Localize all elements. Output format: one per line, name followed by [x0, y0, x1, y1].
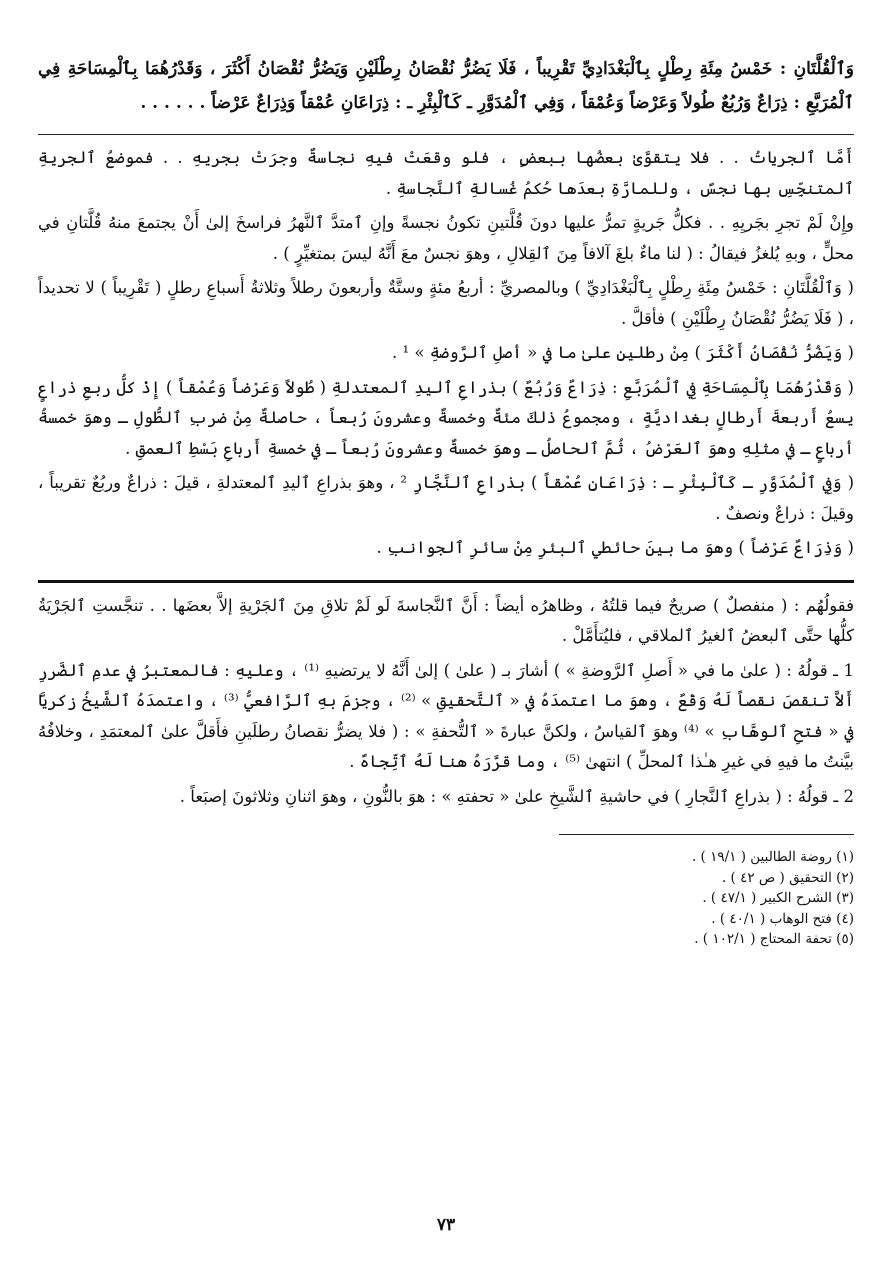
sharh-paragraph: ( وَيَضُرُّ نُقْصَانُ أَكْثَرَ ) مِنْ رطلينِ علىٰ ما في « أصلِ ٱلرَّوضةِ » ¹ . — [392, 343, 854, 362]
sharh-paragraph: ( وَذِرَاعٌ عَرْضاً ) وهوَ ما بينَ حائطي ٱلبئرِ مِنْ سائرِ ٱلجوانبِ . — [376, 538, 854, 557]
matn-text — [38, 52, 854, 120]
hashiya-separator — [38, 580, 854, 583]
sharh-paragraph: ( وَفِي ٱلْمُدَوَّرِ ـ كَٱلْبِئْرِ ـ : ذِرَاعَانِ عُمْقاً ) بذراعِ ٱلنَّجَّارِ ² ، وهوَ بذراعِ ٱليدِ ٱلمعتدلةِ ، قيلَ : ذراعٌ وربُعٌ تقريباً ، وقيلَ : ذراعٌ ونصفٌ . — [38, 473, 855, 523]
footnote-separator — [559, 834, 854, 835]
hashiya-paragraph: 2 ـ قولُهُ : ( بذراعِ ٱلنَّجارِ ) في حاشيةِ ٱلشَّيخِ علىٰ « تحفتهِ » : هوَ بالنُّونِ ، وهوَ اثنانِ وثلاثونَ إصبَعاً . — [179, 786, 854, 806]
footnotes — [38, 847, 854, 950]
sharh-paragraph: وإِنْ لَمْ تجرِ بجَريِهِ . . فكلُّ جَريةٍ تمرُّ عليها دونَ قُلَّتينِ تكونُ نجسةً وإنِ ٱمتدَّ ٱلنَّهرُ فراسخَ إلىٰ أَنْ يجتمعَ منهُ قُلَّتانِ في محلٍّ ، وبهِ يُلغزُ فيقالُ : ( لنا ماءٌ بلغَ آلافاً مِنَ ٱلقِلالِ ، وهوَ نجسٌ معَ أَنَّهُ ليسَ بمتغيِّرٍ ) . — [38, 213, 854, 263]
matn-paragraph: وَٱلْقُلَّتَانِ : خَمْسُ مِئَةِ رِطْلٍ بِٱلْبَغْدَادِيِّ تَقْرِيباً ، فَلَا يَضُرُّ نُقْصَانُ رِطْلَيْنِ وَيَضُرُّ نُقْصَانُ أَكْثَرَ ، وَقَدْرُهُمَا بِٱلْمِسَاحَةِ فِي ٱلْمُرَبَّعِ : ذِرَاعٌ وَرُبُعٌ طُولاً وَعَرْضاً وَعُمْقاً ، وَفِي ٱلْمُدَوَّرِ ـ كَٱلْبِئْرِ ـ : ذِرَاعَانِ عُمْقاً وَذِرَاعٌ عَرْضاً . . . . . . — [38, 59, 854, 113]
footnote-item: (٣) الشرح الكبير ( ٤٧/١ ) . — [702, 890, 854, 906]
footnote-item: (٤) فتح الوهاب ( ٤٠/١ ) . — [711, 910, 854, 927]
footnote-item: (٢) التحقيق ( ص ٤٢ ) . — [721, 869, 854, 886]
hashiya-paragraph: 1 ـ قولُهُ : ( علىٰ ما في « أَصلِ ٱلرَّوضةِ » ) أشارَ بـ ( علىٰ ) إلىٰ أَنَّهُ لا يرتضيهِ ⁽¹⁾ ، وعليهِ : فالمعتبرُ في عدمِ ٱلضَّررِ أَلاَّ تنقصَ نقصاً لَهُ وَقْعٌ ، وهوَ ما اعتمدَهُ في « ٱلتَّحقيقِ » ⁽²⁾ ، وجزمَ بهِ ٱلرَّافعيُّ ⁽³⁾ ، واعتمدَهُ ٱلشَّيخُ زكريَّا في « فتحِ ٱلوهَّابِ » ⁽⁴⁾ وهوَ ٱلقياسُ ، ولكنَّ عبارةَ « ٱلتُّحفةِ » : ( فلا يضرُّ نقصانُ رطلَينِ فأَقلَّ علىٰ ٱلمعتمَدِ ، وخلافُهُ بيَّنتُ ما فيهِ في غيرِ هـٰذا ٱلمحلِّ ) انتهىٰ ⁽⁵⁾ ، وما قرَّرَهُ هنا لَهُ ٱتِّجاهٌ . — [38, 660, 854, 771]
sharh-text — [38, 143, 854, 564]
page-body — [38, 52, 854, 950]
sharh-paragraph: ( وَقَدْرُهُمَا بِٱلْمِسَاحَةِ فِي ٱلْمُرَبَّعِ : ذِرَاعٌ وَرُبُعٌ ) بذراعِ ٱليدِ ٱلمعتدلةِ ( طُولاً وَعَرْضاً وَعُمْقاً ) إِذْ كلُّ ربعِ ذراعٍ يسعُ أَربعةَ أَرطالٍ بغداديَّةٍ ، ومجموعُ ذلكَ مئةٌ وخمسةٌ وعشرونَ رُبعاً ، حاصلةٌ مِنْ ضربِ ٱلطُّولِ ـ وهوَ خمسةُ أرباعٍ ـ في مثلِهِ وهوَ ٱلعَرْضُ ، ثُمَّ ٱلحاصلُ ـ وهوَ خمسةٌ وعشرونَ رُبعاً ـ في خمسةِ أَرباعِ بَسْطِ ٱلعمقِ . — [38, 377, 854, 458]
page-number: ٧٣ — [436, 1215, 456, 1235]
footnote-item: (٥) تحفة المحتاج ( ١٠٢/١ ) . — [694, 931, 854, 947]
sharh-paragraph: أَمَّا ٱلجرياتُ . . فلا يتقوَّىٰ بعضُها ببعضٍ ، فلو وقعَتْ فيهِ نجاسةٌ وجرَتْ بجريهِ . . فموضعُ ٱلجريةِ ٱلمتنجِّسِ بها نجسٌ ، وللمارَّةِ بعدَها حُكمُ غُسالةِ ٱلنَّجاسةِ . — [38, 148, 854, 198]
hashiya-text — [38, 591, 854, 813]
footnote-item: (١) روضة الطالبين ( ١٩/١ ) . — [691, 849, 854, 865]
sharh-paragraph: ( وَٱلْقُلَّتَانِ : خَمْسُ مِئَةِ رِطْلٍ بِٱلْبَغْدَادِيِّ ) وبالمصريِّ : أربعُ مئةٍ وستَّةٌ وأربعونَ رطلاً وثلاثةُ أَسباعِ رطلٍ ( تَقْرِيباً ) لا تحديداً ، ( فَلَا يَضُرُّ نُقْصَانُ رِطْلَيْنِ ) فأقلَّ . — [38, 278, 854, 328]
hashiya-paragraph: فقولُهُم : ( منفصلٌ ) صريحٌ فيما قلتُهُ ، وظاهرُه أيضاً : أَنَّ ٱلنَّجاسةَ لَو لَمْ تلاقِ مِنَ ٱلجَرْيةِ إلاَّ بعضَها . . تنجَّستِ ٱلجَرْيَةُ كلُّها حتَّى ٱلبعضُ ٱلغيرُ ٱلملاقي ، فليُتأَمَّلْ . — [38, 595, 854, 645]
matn-separator — [38, 134, 854, 135]
